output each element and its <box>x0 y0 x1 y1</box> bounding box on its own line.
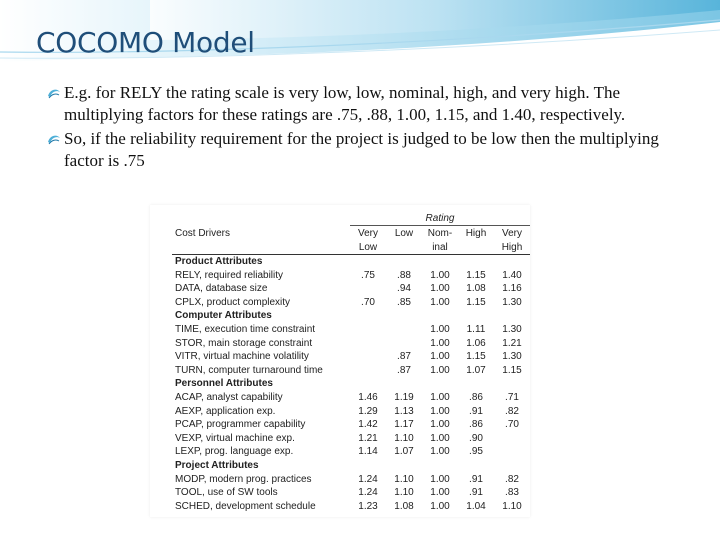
col-header-very-high: Very <box>501 228 522 239</box>
multiplier-cell: .86 <box>469 419 483 431</box>
multiplier-cell <box>386 323 422 337</box>
multiplier-cell <box>350 364 386 378</box>
multiplier-cell: 1.11 <box>466 323 486 335</box>
multiplier-cell: .75 <box>361 269 375 281</box>
col-header-very-low: Very <box>357 228 378 239</box>
multiplier-cell: .87 <box>397 351 411 363</box>
table-header-row-2 <box>172 240 530 255</box>
multiplier-cell: 1.23 <box>358 500 378 512</box>
multiplier-cell: 1.15 <box>466 351 486 363</box>
multiplier-cell: 1.00 <box>430 419 450 431</box>
multiplier-cell: 1.15 <box>466 296 486 308</box>
driver-name-cell: DATA, database size <box>175 283 268 295</box>
multiplier-cell: 1.15 <box>502 364 522 376</box>
col-header-low: Low <box>394 228 414 239</box>
bullet-list <box>46 82 696 174</box>
multiplier-cell <box>350 350 386 364</box>
multiplier-cell: 1.00 <box>430 391 450 403</box>
driver-name-cell: TOOL, use of SW tools <box>175 487 278 499</box>
multiplier-cell: .82 <box>505 405 519 417</box>
table-row <box>172 418 530 432</box>
multiplier-cell: .91 <box>469 487 483 499</box>
multiplier-cell <box>386 337 422 351</box>
table-row <box>172 445 530 459</box>
multiplier-cell: 1.17 <box>394 419 414 431</box>
multiplier-cell: .83 <box>505 487 519 499</box>
multiplier-cell: 1.00 <box>430 283 450 295</box>
col-header-high: High <box>465 228 487 239</box>
multiplier-cell: 1.00 <box>430 337 450 349</box>
multiplier-cell: 1.21 <box>358 432 378 444</box>
bullet-item <box>46 82 696 126</box>
section-heading: Project Attributes <box>175 459 259 471</box>
multiplier-cell: 1.46 <box>358 391 378 403</box>
multiplier-cell: 1.16 <box>502 283 522 295</box>
bullet-swirl-icon <box>46 85 62 101</box>
driver-name-cell: SCHED, development schedule <box>175 500 316 512</box>
multiplier-cell: .82 <box>505 473 519 485</box>
multiplier-cell: .88 <box>397 269 411 281</box>
multiplier-cell <box>494 445 530 459</box>
table-section-row <box>172 459 530 473</box>
multiplier-cell: .71 <box>505 391 519 403</box>
multiplier-cell: 1.00 <box>430 405 450 417</box>
table-header-rating-row <box>172 213 530 226</box>
multiplier-cell: .95 <box>469 446 483 458</box>
driver-name-cell: TIME, execution time constraint <box>175 323 316 335</box>
slide-title: COCOMO Model <box>36 26 255 59</box>
table-row <box>172 473 530 487</box>
cost-driver-table <box>172 213 530 513</box>
multiplier-cell: 1.13 <box>394 405 414 417</box>
multiplier-cell: 1.00 <box>430 432 450 444</box>
col-header-nominal: Nom- <box>427 228 453 239</box>
table-row <box>172 282 530 296</box>
multiplier-cell: 1.14 <box>358 446 378 458</box>
multiplier-cell: 1.00 <box>430 487 450 499</box>
multiplier-cell: 1.10 <box>394 487 414 499</box>
multiplier-cell: 1.08 <box>466 283 486 295</box>
driver-name-cell: VITR, virtual machine volatility <box>175 351 309 363</box>
bullet-item <box>46 128 696 172</box>
driver-name-cell: CPLX, product complexity <box>175 296 291 308</box>
table-row <box>172 323 530 337</box>
col-header-cost-drivers: Cost Drivers <box>175 228 231 239</box>
table-section-row <box>172 309 530 323</box>
driver-name-cell: AEXP, application exp. <box>175 405 276 417</box>
multiplier-cell: .85 <box>397 296 411 308</box>
table-header-row-1 <box>172 226 530 241</box>
driver-name-cell: MODP, modern prog. practices <box>175 473 312 485</box>
rating-label: Rating <box>422 213 458 226</box>
table-row <box>172 432 530 446</box>
multiplier-cell: 1.00 <box>430 351 450 363</box>
multiplier-cell: 1.30 <box>502 323 522 335</box>
multiplier-cell: 1.42 <box>358 419 378 431</box>
multiplier-cell: 1.40 <box>502 269 522 281</box>
driver-name-cell: VEXP, virtual machine exp. <box>175 432 295 444</box>
table-row <box>172 364 530 378</box>
multiplier-cell <box>494 432 530 446</box>
multiplier-cell: 1.15 <box>466 269 486 281</box>
cost-driver-table-image <box>150 205 530 517</box>
multiplier-cell: 1.24 <box>358 487 378 499</box>
table-row <box>172 337 530 351</box>
multiplier-cell <box>350 337 386 351</box>
bullet-text: So, if the reliability requirement for the project is judged to be low then the multiplying factor is .75 <box>64 129 659 170</box>
multiplier-cell: 1.07 <box>394 446 414 458</box>
table-row <box>172 350 530 364</box>
col-header-nominal-line2: inal <box>432 242 448 253</box>
multiplier-cell: 1.10 <box>394 432 414 444</box>
multiplier-cell: 1.00 <box>430 296 450 308</box>
bullet-swirl-icon <box>46 131 62 147</box>
table-section-row <box>172 255 530 269</box>
multiplier-cell: 1.10 <box>502 500 522 512</box>
multiplier-cell: .94 <box>397 283 411 295</box>
col-header-very-low-line2: Low <box>358 242 378 253</box>
multiplier-cell: .90 <box>469 432 483 444</box>
multiplier-cell: 1.19 <box>394 391 414 403</box>
multiplier-cell <box>350 282 386 296</box>
driver-name-cell: PCAP, programmer capability <box>175 419 306 431</box>
col-header-very-high-line2: High <box>501 242 523 253</box>
driver-name-cell: ACAP, analyst capability <box>175 391 283 403</box>
section-heading: Computer Attributes <box>175 310 272 322</box>
multiplier-cell: .91 <box>469 473 483 485</box>
multiplier-cell: 1.06 <box>466 337 486 349</box>
multiplier-cell: 1.00 <box>430 269 450 281</box>
multiplier-cell: .91 <box>469 405 483 417</box>
table-row <box>172 486 530 500</box>
multiplier-cell: .87 <box>397 364 411 376</box>
multiplier-cell: 1.08 <box>394 500 414 512</box>
multiplier-cell: 1.04 <box>466 500 486 512</box>
table-row <box>172 391 530 405</box>
multiplier-cell: 1.00 <box>430 323 450 335</box>
multiplier-cell: 1.10 <box>394 473 414 485</box>
multiplier-cell: 1.00 <box>430 446 450 458</box>
multiplier-cell: 1.07 <box>466 364 486 376</box>
multiplier-cell: 1.24 <box>358 473 378 485</box>
multiplier-cell <box>350 323 386 337</box>
driver-name-cell: TURN, computer turnaround time <box>175 364 323 376</box>
section-heading: Product Attributes <box>172 255 530 269</box>
driver-name-cell: RELY, required reliability <box>175 269 284 281</box>
bullet-text: E.g. for RELY the rating scale is very low, low, nominal, high, and very high. The multiplying factors for these ratings are .75, .88, 1.00, 1.15, and 1.40, respectively. <box>64 83 626 124</box>
multiplier-cell: 1.00 <box>430 473 450 485</box>
multiplier-cell: .70 <box>361 296 375 308</box>
multiplier-cell: 1.00 <box>430 364 450 376</box>
table-section-row <box>172 377 530 391</box>
multiplier-cell: .70 <box>505 419 519 431</box>
driver-name-cell: STOR, main storage constraint <box>175 337 313 349</box>
multiplier-cell: 1.30 <box>502 351 522 363</box>
multiplier-cell: 1.21 <box>502 337 522 349</box>
multiplier-cell: 1.00 <box>430 500 450 512</box>
section-heading: Personnel Attributes <box>175 378 273 390</box>
table-row <box>172 405 530 419</box>
table-row <box>172 296 530 310</box>
multiplier-cell: 1.30 <box>502 296 522 308</box>
multiplier-cell: 1.29 <box>358 405 378 417</box>
table-row <box>172 269 530 283</box>
multiplier-cell: .86 <box>469 391 483 403</box>
table-row <box>172 500 530 514</box>
driver-name-cell: LEXP, prog. language exp. <box>175 446 294 458</box>
